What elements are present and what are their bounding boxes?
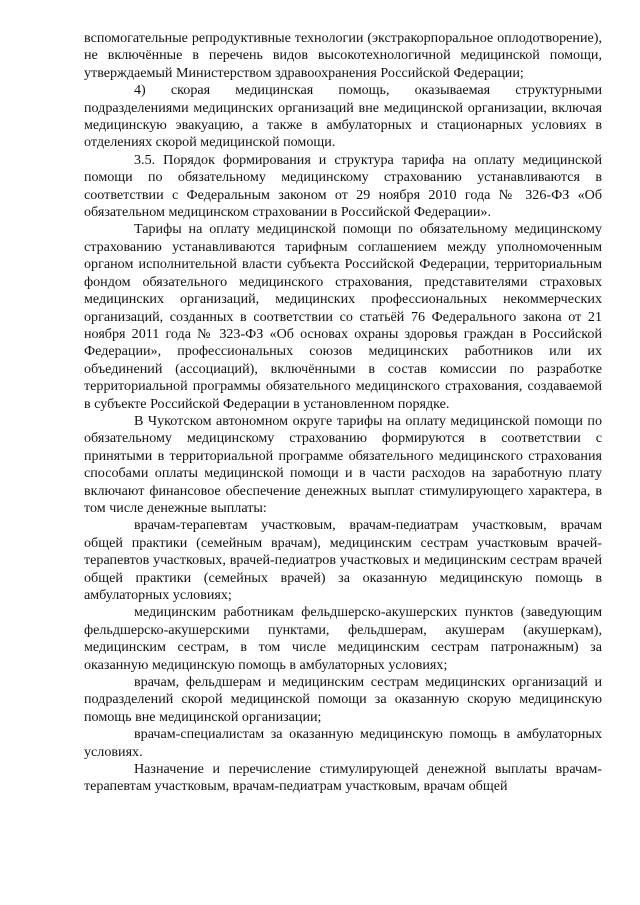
paragraph-chukotka-tariffs: В Чукотском автономном округе тарифы на оплату медицинской помощи по обязательному медицинскому страхованию формируются в соответствии с принятыми в территориальной программе обязательного медицинского страхования способами оплаты медицинской помощи и в части расходов на заработную плату включают финансовое обеспечение денежных выплат стимулирующего характера, в том числе денежные выплаты: [84,412,602,516]
paragraph-feldsher-stations: медицинским работникам фельдшерско-акушерских пунктов (заведующим фельдшерско-акушерскими пунктами, фельдшерам, акушерам (акушеркам), медицинским сестрам, в том числе медицинским сестрам патронажным) за оказанную медицинскую помощь в амбулаторных условиях; [84,604,602,673]
paragraph-emergency-staff: врачам, фельдшерам и медицинским сестрам медицинских организаций и подразделений скорой медицинской помощи за оказанную скорую медицинскую помощь вне медицинской организации; [84,674,602,725]
paragraph-district-physicians: врачам-терапевтам участковым, врачам-педиатрам участковым, врачам общей практики (семейным врачам), медицинским сестрам участковым врачей-терапевтов участковых, врачей-педиатров участковых и медицинским сестрам врачей общей практики (семейных врачей) за оказанную медицинскую помощь в амбулаторных условиях; [84,517,602,603]
document-page [84,30,602,796]
paragraph-tariff-agreement: Тарифы на оплату медицинской помощи по обязательному медицинскому страхованию устанавливаются тарифным соглашением между уполномоченным органом исполнительной власти субъекта Российской Федерации, территориальным фондом обязательного медицинского страхования, представителями страховых медицинских организаций, медицинских профессиональных некоммерческих организаций, созданных в соответствии со статьёй 76 Федерального закона от 21 ноября 2011 года № 323-ФЗ «Об основах охраны здоровья граждан в Российской Федерации», профессиональных союзов медицинских работников или их объединений (ассоциаций), включёнными в состав комиссии по разработке территориальной программы обязательного медицинского страхования, создаваемой в субъекте Российской Федерации в установленном порядке. [84,221,602,412]
paragraph-ivf-continuation: вспомогательные репродуктивные технологии (экстракорпоральное оплодотворение), не включённые в перечень видов высокотехнологичной медицинской помощи, утверждаемый Министерством здравоохранения Российской Федерации; [84,30,602,81]
paragraph-section-3-5: 3.5. Порядок формирования и структура тарифа на оплату медицинской помощи по обязательному медицинскому страхованию устанавливаются в соответствии с Федеральным законом от 29 ноября 2010 года № 326-ФЗ «Об обязательном медицинском страховании в Российской Федерации». [84,151,602,221]
paragraph-payment-assignment: Назначение и перечисление стимулирующей денежной выплаты врачам-терапевтам участковым, врачам-педиатрам участковым, врачам общей [84,761,602,795]
paragraph-specialists: врачам-специалистам за оказанную медицинскую помощь в амбулаторных условиях. [84,726,602,760]
paragraph-item-4-emergency-care: 4) скорая медицинская помощь, оказываемая структурными подразделениями медицинских организаций вне медицинской организации, включая медицинскую эвакуацию, а также в амбулаторных и стационарных условиях в отделениях скорой медицинской помощи. [84,82,602,151]
